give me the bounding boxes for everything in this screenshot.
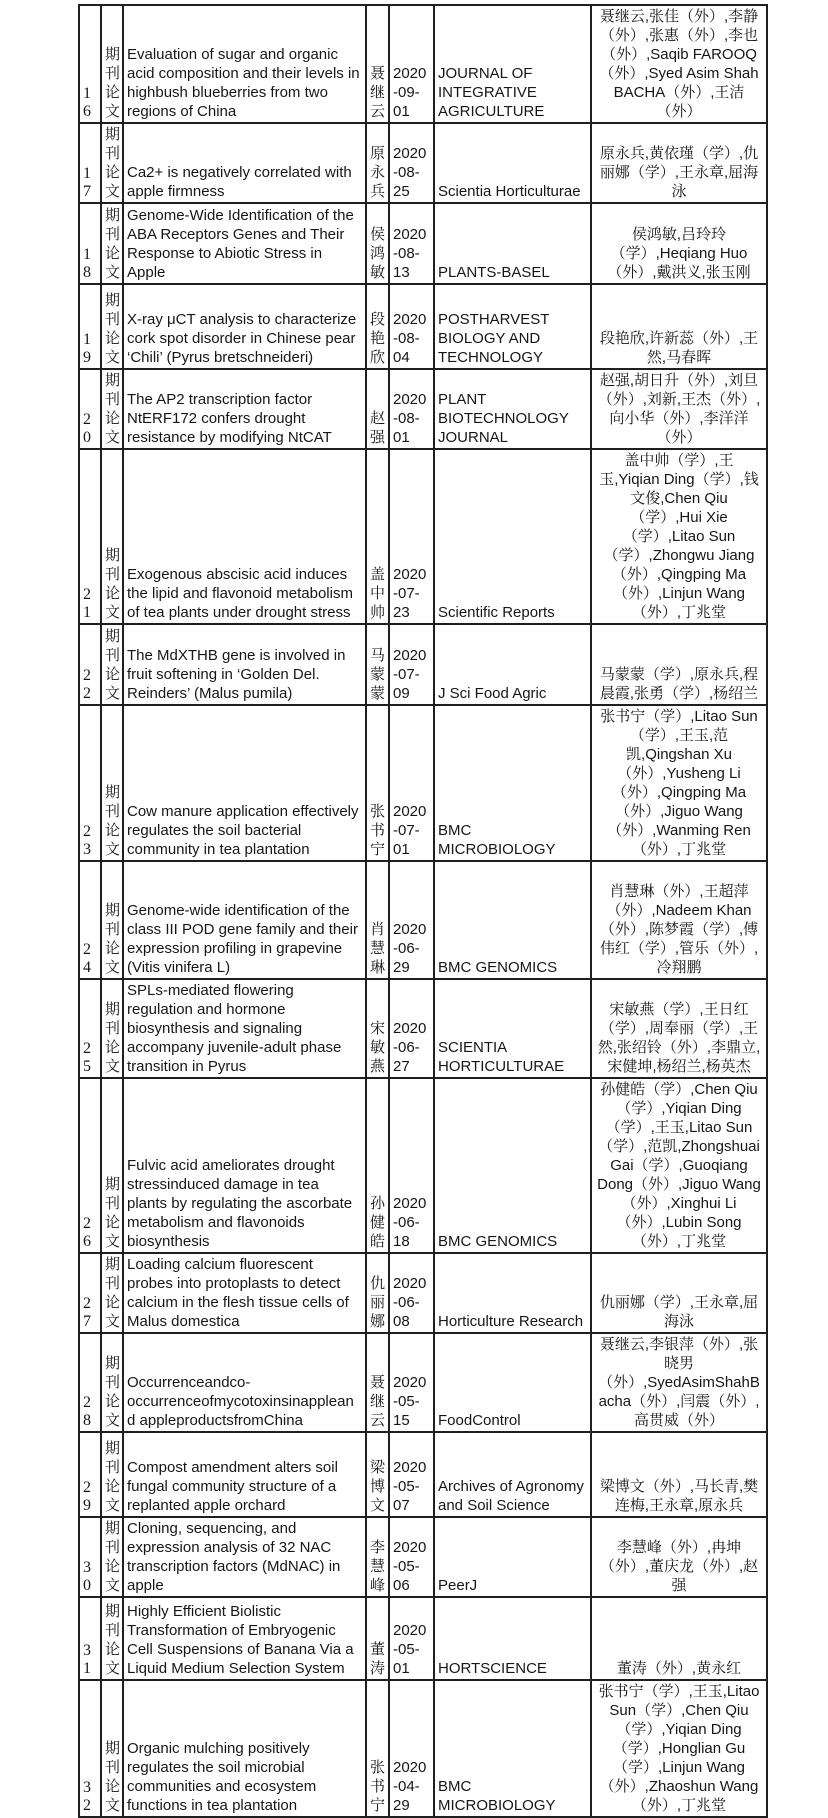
cell-date: 2020-07-09 bbox=[389, 624, 434, 705]
cell-author-list: 原永兵,黄依瑾（学）,仇丽娜（学）,王永章,屈海泳 bbox=[591, 123, 767, 203]
cell-date: 2020-04-29 bbox=[389, 1680, 434, 1817]
table-row bbox=[79, 705, 767, 861]
cell-paper-type: 期刊论文 bbox=[101, 1432, 123, 1517]
publications-table-body bbox=[79, 5, 767, 1817]
table-row bbox=[79, 1517, 767, 1597]
cell-author-list: 董涛（外）,黄永红 bbox=[591, 1597, 767, 1680]
cell-paper-type: 期刊论文 bbox=[101, 369, 123, 449]
cell-row-number: 19 bbox=[79, 284, 101, 369]
cell-journal: BMC MICROBIOLOGY bbox=[434, 705, 591, 861]
cell-paper-type: 期刊论文 bbox=[101, 1517, 123, 1597]
cell-author-list: 马蒙蒙（学）,原永兵,程晨霞,张勇（学）,杨绍兰 bbox=[591, 624, 767, 705]
table-row bbox=[79, 284, 767, 369]
cell-row-number: 18 bbox=[79, 203, 101, 284]
cell-row-number: 22 bbox=[79, 624, 101, 705]
cell-title: The AP2 transcription factor NtERF172 confers drought resistance by modifying NtCAT bbox=[123, 369, 366, 449]
cell-first-author: 肖慧琳 bbox=[366, 861, 389, 979]
cell-journal: PLANT BIOTECHNOLOGY JOURNAL bbox=[434, 369, 591, 449]
cell-journal: POSTHARVEST BIOLOGY AND TECHNOLOGY bbox=[434, 284, 591, 369]
cell-title: Genome-Wide Identification of the ABA Receptors Genes and Their Response to Abiotic Stress in Apple bbox=[123, 203, 366, 284]
table-row bbox=[79, 1078, 767, 1253]
cell-journal: BMC MICROBIOLOGY bbox=[434, 1680, 591, 1817]
cell-first-author: 盖中帅 bbox=[366, 449, 389, 624]
table-row bbox=[79, 624, 767, 705]
cell-row-number: 21 bbox=[79, 449, 101, 624]
cell-author-list: 聂继云,张佳（外）,李静（外）,张惠（外）,李也（外）,Saqib FAROOQ（外）,Syed Asim Shah BACHA（外）,王洁（外） bbox=[591, 5, 767, 123]
cell-title: Compost amendment alters soil fungal community structure of a replanted apple orchard bbox=[123, 1432, 366, 1517]
cell-date: 2020-05-01 bbox=[389, 1597, 434, 1680]
cell-title: Highly Efficient Biolistic Transformation of Embryogenic Cell Suspensions of Banana Via a Liquid Medium Selection System bbox=[123, 1597, 366, 1680]
cell-row-number: 31 bbox=[79, 1597, 101, 1680]
cell-date: 2020-08-25 bbox=[389, 123, 434, 203]
cell-row-number: 20 bbox=[79, 369, 101, 449]
cell-first-author: 仇丽娜 bbox=[366, 1253, 389, 1333]
cell-first-author: 宋敏燕 bbox=[366, 979, 389, 1078]
cell-first-author: 马蒙蒙 bbox=[366, 624, 389, 705]
cell-journal: BMC GENOMICS bbox=[434, 1078, 591, 1253]
cell-row-number: 23 bbox=[79, 705, 101, 861]
table-row bbox=[79, 1432, 767, 1517]
cell-title: Genome-wide identification of the class III POD gene family and their expression profiling in grapevine (Vitis vinifera L) bbox=[123, 861, 366, 979]
table-row bbox=[79, 1253, 767, 1333]
table-row bbox=[79, 1597, 767, 1680]
cell-title: Occurrenceandco-occurrenceofmycotoxinsinappleand appleproductsfromChina bbox=[123, 1333, 366, 1432]
cell-row-number: 27 bbox=[79, 1253, 101, 1333]
cell-paper-type: 期刊论文 bbox=[101, 1253, 123, 1333]
cell-title: Cow manure application effectively regulates the soil bacterial community in tea plantation bbox=[123, 705, 366, 861]
cell-author-list: 张书宁（学）,王玉,Litao Sun（学）,Chen Qiu（学）,Yiqian Ding（学）,Honglian Gu（学）,Linjun Wang（外）,Zhaoshun Wang（外）,丁兆堂 bbox=[591, 1680, 767, 1817]
cell-title: SPLs-mediated flowering regulation and hormone biosynthesis and signaling accompany juvenile-adult phase transition in Pyrus bbox=[123, 979, 366, 1078]
cell-first-author: 侯鸿敏 bbox=[366, 203, 389, 284]
cell-date: 2020-07-01 bbox=[389, 705, 434, 861]
cell-row-number: 16 bbox=[79, 5, 101, 123]
cell-first-author: 段艳欣 bbox=[366, 284, 389, 369]
cell-paper-type: 期刊论文 bbox=[101, 1333, 123, 1432]
cell-first-author: 孙健皓 bbox=[366, 1078, 389, 1253]
cell-row-number: 26 bbox=[79, 1078, 101, 1253]
cell-author-list: 盖中帅（学）,王玉,Yiqian Ding（学）,钱文俊,Chen Qiu（学）,Hui Xie（学）,Litao Sun（学）,Zhongwu Jiang（外）,Qingping Ma（外）,Linjun Wang（外）,丁兆堂 bbox=[591, 449, 767, 624]
cell-title: Cloning, sequencing, and expression analysis of 32 NAC transcription factors (MdNAC) in apple bbox=[123, 1517, 366, 1597]
cell-author-list: 孙健皓（学）,Chen Qiu（学）,Yiqian Ding（学）,王玉,Litao Sun（学）,范凯,Zhongshuai Gai（学）,Guoqiang Dong（外）,Jiguo Wang（外）,Xinghui Li（外）,Lubin Song（外）,丁兆堂 bbox=[591, 1078, 767, 1253]
publications-table bbox=[78, 4, 768, 1818]
cell-journal: PLANTS-BASEL bbox=[434, 203, 591, 284]
cell-first-author: 张书宁 bbox=[366, 705, 389, 861]
cell-date: 2020-05-07 bbox=[389, 1432, 434, 1517]
cell-journal: J Sci Food Agric bbox=[434, 624, 591, 705]
cell-title: Exogenous abscisic acid induces the lipid and flavonoid metabolism of tea plants under drought stress bbox=[123, 449, 366, 624]
cell-paper-type: 期刊论文 bbox=[101, 123, 123, 203]
cell-date: 2020-06-29 bbox=[389, 861, 434, 979]
table-row bbox=[79, 369, 767, 449]
cell-journal: FoodControl bbox=[434, 1333, 591, 1432]
cell-paper-type: 期刊论文 bbox=[101, 979, 123, 1078]
table-row bbox=[79, 449, 767, 624]
cell-row-number: 29 bbox=[79, 1432, 101, 1517]
table-row bbox=[79, 861, 767, 979]
cell-journal: PeerJ bbox=[434, 1517, 591, 1597]
cell-journal: BMC GENOMICS bbox=[434, 861, 591, 979]
cell-first-author: 聂继云 bbox=[366, 1333, 389, 1432]
cell-journal: Scientific Reports bbox=[434, 449, 591, 624]
cell-date: 2020-08-04 bbox=[389, 284, 434, 369]
cell-date: 2020-06-08 bbox=[389, 1253, 434, 1333]
cell-date: 2020-09-01 bbox=[389, 5, 434, 123]
cell-author-list: 赵强,胡日升（外）,刘旦（外）,刘新,王杰（外）,向小华（外）,李洋洋（外） bbox=[591, 369, 767, 449]
cell-author-list: 肖慧琳（外）,王超萍（外）,Nadeem Khan（外）,陈梦霞（学）,傅伟红（学）,管乐（外）,冷翔鹏 bbox=[591, 861, 767, 979]
cell-date: 2020-07-23 bbox=[389, 449, 434, 624]
cell-author-list: 梁博文（外）,马长青,樊连梅,王永章,原永兵 bbox=[591, 1432, 767, 1517]
cell-row-number: 25 bbox=[79, 979, 101, 1078]
cell-date: 2020-06-18 bbox=[389, 1078, 434, 1253]
cell-paper-type: 期刊论文 bbox=[101, 203, 123, 284]
table-row bbox=[79, 1333, 767, 1432]
cell-title: Evaluation of sugar and organic acid composition and their levels in highbush blueberries from two regions of China bbox=[123, 5, 366, 123]
cell-title: Fulvic acid ameliorates drought stressinduced damage in tea plants by regulating the ascorbate metabolism and flavonoids biosynthesis bbox=[123, 1078, 366, 1253]
cell-date: 2020-08-01 bbox=[389, 369, 434, 449]
cell-title: Loading calcium fluorescent probes into protoplasts to detect calcium in the flesh tissue cells of Malus domestica bbox=[123, 1253, 366, 1333]
cell-journal: SCIENTIA HORTICULTURAE bbox=[434, 979, 591, 1078]
table-row bbox=[79, 1680, 767, 1817]
cell-row-number: 28 bbox=[79, 1333, 101, 1432]
cell-journal: Scientia Horticulturae bbox=[434, 123, 591, 203]
cell-date: 2020-05-06 bbox=[389, 1517, 434, 1597]
cell-row-number: 17 bbox=[79, 123, 101, 203]
table-row bbox=[79, 979, 767, 1078]
cell-author-list: 聂继云,李银萍（外）,张晓男（外）,SyedAsimShahBacha（外）,闫震（外）,高贯威（外） bbox=[591, 1333, 767, 1432]
cell-first-author: 李慧峰 bbox=[366, 1517, 389, 1597]
cell-first-author: 张书宁 bbox=[366, 1680, 389, 1817]
cell-author-list: 仇丽娜（学）,王永章,屈海泳 bbox=[591, 1253, 767, 1333]
table-row bbox=[79, 203, 767, 284]
cell-first-author: 赵强 bbox=[366, 369, 389, 449]
cell-title: Organic mulching positively regulates the soil microbial communities and ecosystem functions in tea plantation bbox=[123, 1680, 366, 1817]
cell-first-author: 梁博文 bbox=[366, 1432, 389, 1517]
cell-title: X-ray μCT analysis to characterize cork spot disorder in Chinese pear ‘Chili’ (Pyrus bretschneideri) bbox=[123, 284, 366, 369]
cell-date: 2020-05-15 bbox=[389, 1333, 434, 1432]
cell-paper-type: 期刊论文 bbox=[101, 1680, 123, 1817]
cell-paper-type: 期刊论文 bbox=[101, 624, 123, 705]
cell-author-list: 宋敏燕（学）,王日红（学）,周奉丽（学）,王然,张绍铃（外）,李鼎立,宋健坤,杨绍兰,杨英杰 bbox=[591, 979, 767, 1078]
cell-journal: Horticulture Research bbox=[434, 1253, 591, 1333]
cell-row-number: 24 bbox=[79, 861, 101, 979]
cell-author-list: 张书宁（学）,Litao Sun（学）,王玉,范凯,Qingshan Xu（外）,Yusheng Li（外）,Qingping Ma（外）,Jiguo Wang（外）,Wanming Ren（外）,丁兆堂 bbox=[591, 705, 767, 861]
cell-date: 2020-06-27 bbox=[389, 979, 434, 1078]
cell-first-author: 董涛 bbox=[366, 1597, 389, 1680]
cell-paper-type: 期刊论文 bbox=[101, 705, 123, 861]
cell-row-number: 32 bbox=[79, 1680, 101, 1817]
cell-paper-type: 期刊论文 bbox=[101, 1597, 123, 1680]
cell-title: The MdXTHB gene is involved in fruit softening in ‘Golden Del. Reinders’ (Malus pumila) bbox=[123, 624, 366, 705]
cell-title: Ca2+ is negatively correlated with apple firmness bbox=[123, 123, 366, 203]
cell-author-list: 段艳欣,许新蕊（外）,王然,马春晖 bbox=[591, 284, 767, 369]
cell-journal: Archives of Agronomy and Soil Science bbox=[434, 1432, 591, 1517]
cell-row-number: 30 bbox=[79, 1517, 101, 1597]
cell-paper-type: 期刊论文 bbox=[101, 861, 123, 979]
table-row bbox=[79, 123, 767, 203]
cell-journal: HORTSCIENCE bbox=[434, 1597, 591, 1680]
cell-first-author: 原永兵 bbox=[366, 123, 389, 203]
cell-paper-type: 期刊论文 bbox=[101, 5, 123, 123]
cell-paper-type: 期刊论文 bbox=[101, 284, 123, 369]
cell-date: 2020-08-13 bbox=[389, 203, 434, 284]
cell-author-list: 李慧峰（外）,冉坤（外）,董庆龙（外）,赵强 bbox=[591, 1517, 767, 1597]
cell-paper-type: 期刊论文 bbox=[101, 449, 123, 624]
cell-first-author: 聂继云 bbox=[366, 5, 389, 123]
cell-paper-type: 期刊论文 bbox=[101, 1078, 123, 1253]
cell-journal: JOURNAL OF INTEGRATIVE AGRICULTURE bbox=[434, 5, 591, 123]
table-row bbox=[79, 5, 767, 123]
cell-author-list: 侯鸿敏,吕玲玲（学）,Heqiang Huo（外）,戴洪义,张玉刚 bbox=[591, 203, 767, 284]
